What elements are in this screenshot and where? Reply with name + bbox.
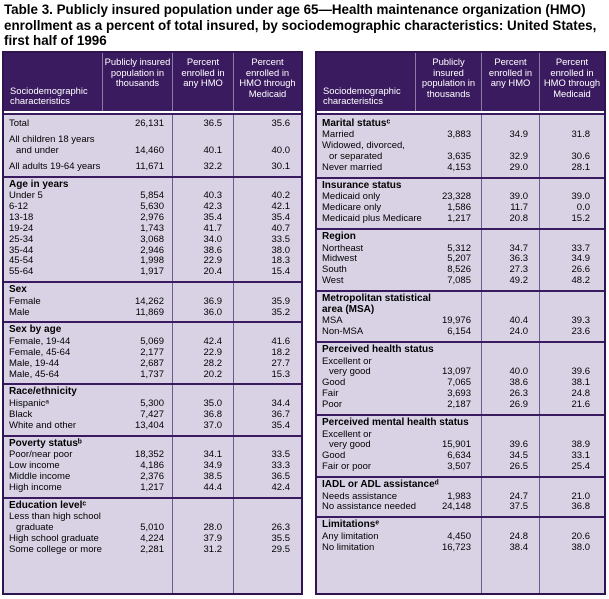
row-label: Medicaid plus Medicare <box>322 213 422 225</box>
cell-any-hmo: 35.0 <box>203 397 222 409</box>
row-label: 6-12 <box>9 200 29 212</box>
cell-any-hmo: 35.4 <box>203 211 222 223</box>
cell-population: 5,069 <box>140 335 164 347</box>
cell-medicaid-hmo: 34.4 <box>271 397 290 409</box>
cell-medicaid-hmo: 42.4 <box>271 481 290 493</box>
cell-any-hmo: 41.7 <box>203 222 222 234</box>
cell-population: 2,976 <box>140 211 164 223</box>
section-header-label: Poverty statusᵇ <box>9 437 82 449</box>
row-label: 13-18 <box>9 211 34 223</box>
cell-population: 2,946 <box>140 244 164 256</box>
section-header-label: Sex <box>9 284 27 296</box>
row-label: Some college or more <box>9 543 102 555</box>
cell-any-hmo: 24.7 <box>509 490 528 502</box>
row-label: Total <box>9 118 30 129</box>
column-divider <box>539 115 540 593</box>
column-divider <box>481 115 482 593</box>
section-header-label: Insurance status <box>322 180 402 191</box>
column-header-label: Sociodemographic characteristics <box>10 84 88 107</box>
row-label: 35-44 <box>9 244 34 256</box>
row-label: Poor/near poor <box>9 448 73 460</box>
section-divider <box>317 476 604 478</box>
cell-medicaid-hmo: 35.2 <box>271 306 290 318</box>
cell-population: 3,693 <box>447 388 471 400</box>
row-label: very good <box>329 366 371 378</box>
table-title: Table 3. Publicly insured population under age 65—Health maintenance organization (HMO) enrollment as a percent of total insured, by sociodemographic characteristics: United States, first half of 1996 <box>4 2 597 48</box>
cell-population: 2,687 <box>140 357 164 369</box>
table-panel-left <box>2 51 303 595</box>
cell-any-hmo: 27.3 <box>509 264 528 276</box>
row-label: Female <box>9 295 41 307</box>
cell-medicaid-hmo: 15.2 <box>571 213 590 225</box>
row-label: Excellent or <box>322 428 372 440</box>
row-label: Excellent or <box>322 355 372 367</box>
cell-medicaid-hmo: 38.1 <box>571 377 590 389</box>
cell-medicaid-hmo: 35.6 <box>271 118 290 129</box>
row-label: White and other <box>9 419 77 431</box>
section-header-label: Metropolitan statistical <box>322 293 431 305</box>
cell-population: 5,010 <box>140 521 164 533</box>
cell-population: 3,068 <box>140 233 164 245</box>
cell-any-hmo: 37.9 <box>203 532 222 544</box>
section-divider <box>317 177 604 179</box>
row-label: graduate <box>16 521 54 533</box>
section-divider <box>4 383 301 385</box>
row-label: Any limitation <box>322 530 379 542</box>
row-label: Good <box>322 450 346 462</box>
row-label: Female, 19-44 <box>9 335 71 347</box>
section-divider <box>4 176 301 178</box>
cell-any-hmo: 39.0 <box>509 191 528 203</box>
cell-any-hmo: 38.6 <box>203 244 222 256</box>
cell-population: 4,186 <box>140 459 164 471</box>
cell-medicaid-hmo: 21.6 <box>571 399 590 411</box>
cell-population: 18,352 <box>134 448 164 460</box>
section-divider <box>317 228 604 230</box>
row-label: or separated <box>329 151 383 163</box>
row-label: Less than high school <box>9 510 101 522</box>
row-label: High income <box>9 481 62 493</box>
column-header-characteristics <box>4 53 102 111</box>
cell-any-hmo: 38.4 <box>509 541 528 553</box>
cell-any-hmo: 40.0 <box>509 366 528 378</box>
row-label: very good <box>329 439 371 451</box>
cell-population: 19,976 <box>441 315 471 327</box>
row-label: Widowed, divorced, <box>322 140 405 152</box>
cell-population: 23,328 <box>441 191 471 203</box>
cell-medicaid-hmo: 26.3 <box>271 521 290 533</box>
column-header-any-hmo: Percent enrolled in any HMO <box>172 53 233 111</box>
section-divider <box>317 516 604 518</box>
cell-population: 7,065 <box>447 377 471 389</box>
cell-any-hmo: 28.0 <box>203 521 222 533</box>
column-divider <box>233 115 234 593</box>
cell-any-hmo: 37.0 <box>203 419 222 431</box>
row-label: West <box>322 275 344 287</box>
cell-medicaid-hmo: 40.2 <box>271 190 290 201</box>
cell-medicaid-hmo: 23.6 <box>571 326 590 338</box>
cell-population: 5,854 <box>140 190 164 201</box>
cell-population: 2,177 <box>140 346 164 358</box>
row-label: No assistance needed <box>322 501 417 513</box>
row-label: Medicaid only <box>322 191 381 203</box>
cell-population: 13,097 <box>441 366 471 378</box>
cell-population: 1,917 <box>140 266 164 278</box>
section-divider <box>317 290 604 292</box>
cell-any-hmo: 11.7 <box>510 202 528 214</box>
section-header-label: Education levelᶜ <box>9 499 87 511</box>
cell-population: 15,901 <box>441 439 471 451</box>
cell-medicaid-hmo: 26.6 <box>571 264 590 276</box>
cell-medicaid-hmo: 31.8 <box>571 129 590 141</box>
cell-any-hmo: 28.2 <box>203 357 222 369</box>
cell-population: 2,187 <box>447 399 471 411</box>
cell-population: 3,635 <box>447 151 471 163</box>
row-label: Hispanicᵃ <box>9 397 49 409</box>
cell-population: 5,300 <box>140 397 164 409</box>
row-label: Male <box>9 306 30 318</box>
column-header-label: Sociodemographic characteristics <box>323 84 401 107</box>
cell-any-hmo: 36.0 <box>203 306 222 318</box>
cell-population: 3,883 <box>447 129 471 141</box>
cell-any-hmo: 40.1 <box>203 144 222 156</box>
cell-population: 1,586 <box>447 202 471 214</box>
cell-population: 8,526 <box>447 264 471 276</box>
row-label: Low income <box>9 459 60 471</box>
cell-medicaid-hmo: 25.4 <box>571 461 590 473</box>
cell-population: 11,869 <box>135 306 164 318</box>
cell-medicaid-hmo: 15.3 <box>271 368 290 380</box>
row-label: All adults 19-64 years <box>9 160 101 172</box>
cell-population: 3,507 <box>447 461 471 473</box>
cell-medicaid-hmo: 33.5 <box>271 233 290 245</box>
cell-any-hmo: 20.8 <box>509 213 528 225</box>
cell-any-hmo: 38.6 <box>509 377 528 389</box>
row-label: Male, 19-44 <box>9 357 60 369</box>
row-label: Northeast <box>322 242 364 254</box>
cell-any-hmo: 37.5 <box>509 501 528 513</box>
cell-population: 6,154 <box>447 326 471 338</box>
row-label: MSA <box>322 315 343 327</box>
column-header-characteristics <box>317 53 415 111</box>
row-label: Medicare only <box>322 202 382 214</box>
cell-medicaid-hmo: 33.7 <box>571 242 590 254</box>
cell-medicaid-hmo: 38.9 <box>571 439 590 451</box>
cell-medicaid-hmo: 21.0 <box>571 490 590 502</box>
cell-any-hmo: 22.9 <box>203 346 222 358</box>
cell-population: 5,312 <box>447 242 471 254</box>
cell-medicaid-hmo: 20.6 <box>571 530 590 542</box>
section-header-label: Limitationsᵉ <box>322 519 380 531</box>
cell-population: 1,737 <box>140 368 164 380</box>
cell-population: 13,404 <box>134 419 164 431</box>
row-label: Needs assistance <box>322 490 397 502</box>
cell-medicaid-hmo: 33.1 <box>571 450 590 462</box>
cell-medicaid-hmo: 24.8 <box>571 388 590 400</box>
cell-population: 7,085 <box>447 275 471 287</box>
section-header-label: Region <box>322 231 356 243</box>
cell-any-hmo: 26.5 <box>509 461 528 473</box>
cell-medicaid-hmo: 41.6 <box>271 335 290 347</box>
cell-medicaid-hmo: 30.1 <box>271 160 290 172</box>
row-label: South <box>322 264 347 276</box>
section-divider <box>317 414 604 416</box>
row-label: Fair <box>322 388 339 400</box>
section-header-label: Perceived health status <box>322 344 434 356</box>
row-label: No limitation <box>322 541 375 553</box>
cell-medicaid-hmo: 18.2 <box>271 346 290 358</box>
cell-any-hmo: 38.5 <box>203 470 222 482</box>
cell-any-hmo: 40.4 <box>509 315 528 327</box>
header-divider <box>4 111 301 113</box>
row-label: 19-24 <box>9 222 34 234</box>
cell-any-hmo: 34.0 <box>203 233 222 245</box>
cell-any-hmo: 44.4 <box>203 481 222 493</box>
cell-population: 2,376 <box>140 470 164 482</box>
section-header-label: Race/ethnicity <box>9 386 77 398</box>
cell-medicaid-hmo: 18.3 <box>271 255 290 267</box>
table-panel-right <box>315 51 606 595</box>
cell-population: 6,634 <box>447 450 471 462</box>
section-header-label: Sex by age <box>9 324 62 336</box>
cell-medicaid-hmo: 39.0 <box>571 191 590 203</box>
cell-population: 26,131 <box>134 118 164 129</box>
cell-medicaid-hmo: 35.4 <box>271 211 290 223</box>
row-label: Married <box>322 129 355 141</box>
cell-medicaid-hmo: 40.7 <box>271 222 290 234</box>
cell-population: 11,671 <box>135 160 164 172</box>
section-divider <box>317 341 604 343</box>
cell-medicaid-hmo: 27.7 <box>271 357 290 369</box>
cell-medicaid-hmo: 42.1 <box>271 200 290 212</box>
cell-population: 16,723 <box>441 541 471 553</box>
header-divider <box>317 111 604 113</box>
cell-any-hmo: 20.4 <box>203 266 222 278</box>
cell-any-hmo: 24.0 <box>509 326 528 338</box>
cell-medicaid-hmo: 36.8 <box>571 501 590 513</box>
section-header-label: area (MSA) <box>322 303 375 315</box>
cell-medicaid-hmo: 15.4 <box>271 266 290 278</box>
cell-any-hmo: 36.3 <box>509 253 528 265</box>
cell-medicaid-hmo: 40.0 <box>271 144 290 156</box>
cell-medicaid-hmo: 35.4 <box>271 419 290 431</box>
column-divider <box>172 115 173 593</box>
cell-population: 4,450 <box>447 530 471 542</box>
row-label: 55-64 <box>9 266 34 278</box>
row-label: High school graduate <box>9 532 99 544</box>
cell-population: 14,262 <box>134 295 164 307</box>
cell-population: 14,460 <box>134 144 164 156</box>
cell-medicaid-hmo: 28.1 <box>571 162 590 174</box>
cell-any-hmo: 20.2 <box>203 368 222 380</box>
cell-medicaid-hmo: 36.5 <box>271 470 290 482</box>
cell-population: 5,630 <box>140 200 164 212</box>
row-label: Fair or poor <box>322 461 372 473</box>
cell-any-hmo: 34.7 <box>509 242 528 254</box>
cell-medicaid-hmo: 39.6 <box>571 366 590 378</box>
cell-medicaid-hmo: 0.0 <box>576 202 590 214</box>
cell-population: 1,998 <box>140 255 164 267</box>
row-label: Never married <box>322 162 383 174</box>
row-label: Under 5 <box>9 190 43 201</box>
cell-any-hmo: 26.3 <box>509 388 528 400</box>
cell-population: 5,207 <box>447 253 471 265</box>
column-header-population: Publicly insured population in thousands <box>415 53 481 111</box>
section-header-label: Perceived mental health status <box>322 417 469 429</box>
cell-medicaid-hmo: 34.9 <box>571 253 590 265</box>
row-label: Good <box>322 377 346 389</box>
row-label: Non-MSA <box>322 326 364 338</box>
column-header-any-hmo: Percent enrolled in any HMO <box>481 53 539 111</box>
cell-medicaid-hmo: 29.5 <box>271 543 290 555</box>
section-header-label: IADL or ADL assistanceᵈ <box>322 479 439 491</box>
section-header-label: Age in years <box>9 178 69 190</box>
column-header-population: Publicly insured population in thousands <box>102 53 172 111</box>
cell-population: 1,217 <box>140 481 164 493</box>
cell-medicaid-hmo: 38.0 <box>571 541 590 553</box>
cell-any-hmo: 49.2 <box>509 275 528 287</box>
cell-population: 7,427 <box>140 408 164 420</box>
section-header-label: Marital statusᶜ <box>322 118 391 129</box>
table-header <box>317 53 604 115</box>
cell-medicaid-hmo: 33.5 <box>271 448 290 460</box>
cell-medicaid-hmo: 35.9 <box>271 295 290 307</box>
cell-medicaid-hmo: 39.3 <box>571 315 590 327</box>
cell-any-hmo: 36.5 <box>203 118 222 129</box>
cell-medicaid-hmo: 30.6 <box>571 151 590 163</box>
cell-population: 4,153 <box>447 162 471 174</box>
cell-population: 1,983 <box>447 490 471 502</box>
cell-medicaid-hmo: 35.5 <box>271 532 290 544</box>
cell-any-hmo: 40.3 <box>203 190 222 201</box>
cell-medicaid-hmo: 33.3 <box>271 459 290 471</box>
cell-population: 2,281 <box>140 543 164 555</box>
section-divider <box>4 321 301 323</box>
row-label: 25-34 <box>9 233 34 245</box>
section-divider <box>4 497 301 499</box>
row-label: Poor <box>322 399 343 411</box>
cell-population: 24,148 <box>441 501 471 513</box>
cell-any-hmo: 34.9 <box>509 129 528 141</box>
cell-any-hmo: 34.5 <box>509 450 528 462</box>
row-label: All children 18 years <box>9 133 95 145</box>
cell-any-hmo: 24.8 <box>509 530 528 542</box>
table-header <box>4 53 301 115</box>
row-label: Black <box>9 408 33 420</box>
cell-medicaid-hmo: 38.0 <box>271 244 290 256</box>
cell-any-hmo: 22.9 <box>203 255 222 267</box>
cell-any-hmo: 36.8 <box>203 408 222 420</box>
cell-any-hmo: 42.3 <box>203 200 222 212</box>
cell-any-hmo: 29.0 <box>509 162 528 174</box>
cell-any-hmo: 32.2 <box>203 160 222 172</box>
row-label: Midwest <box>322 253 357 265</box>
column-header-medicaid-hmo: Percent enrolled in HMO through Medicaid <box>539 53 604 111</box>
row-label: Female, 45-64 <box>9 346 71 358</box>
cell-medicaid-hmo: 36.7 <box>271 408 290 420</box>
cell-population: 4,224 <box>140 532 164 544</box>
cell-any-hmo: 32.9 <box>509 151 528 163</box>
row-label: 45-54 <box>9 255 34 267</box>
section-divider <box>4 281 301 283</box>
cell-medicaid-hmo: 48.2 <box>571 275 590 287</box>
row-label: Male, 45-64 <box>9 368 60 380</box>
row-label: Middle income <box>9 470 71 482</box>
cell-any-hmo: 34.1 <box>203 448 222 460</box>
cell-any-hmo: 31.2 <box>203 543 222 555</box>
cell-population: 1,743 <box>140 222 164 234</box>
row-label: and under <box>16 144 59 156</box>
column-header-medicaid-hmo: Percent enrolled in HMO through Medicaid <box>233 53 301 111</box>
cell-any-hmo: 26.9 <box>509 399 528 411</box>
cell-any-hmo: 34.9 <box>203 459 222 471</box>
cell-population: 1,217 <box>447 213 471 225</box>
section-divider <box>4 435 301 437</box>
cell-any-hmo: 42.4 <box>203 335 222 347</box>
cell-any-hmo: 39.6 <box>509 439 528 451</box>
cell-any-hmo: 36.9 <box>203 295 222 307</box>
